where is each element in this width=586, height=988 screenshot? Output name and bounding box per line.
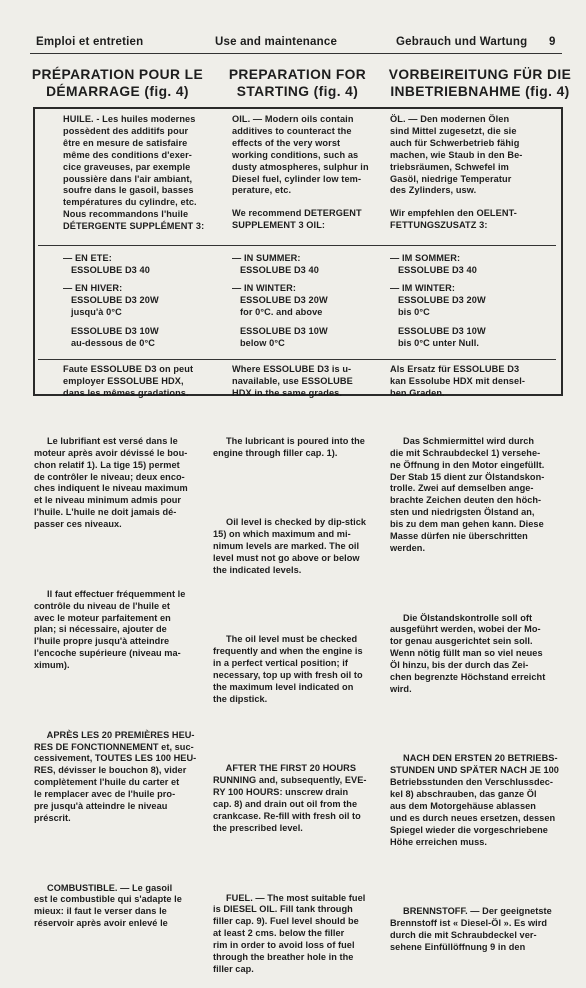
box-de-intro: ÖL. — Den modernen Ölen sind Mittel zugesetzt, die sie auch für Schwerbetrieb fähig machen, wie Staub in den Be- triebsräumen, Schwefel im Gasöl, niedrige Temperatur des Zylinders, usw. <box>390 114 523 196</box>
body-de-paragraph-2: Die Ölstandskontrolle soll oft ausgeführt werden, wobei der Mo- tor genau ausgerichtet sein soll. Wenn nötig füllt man so viel neues Öl hinzu, bis der durch das Zei- chen begrenzte Höchstand erreicht wird. <box>390 612 546 694</box>
page-number: 9 <box>549 36 556 48</box>
body-en-column <box>213 412 367 988</box>
box-de-winter: — IM WINTER: ESSOLUBE D3 20W bis 0°C <box>390 283 486 317</box>
body-fr-column <box>34 412 196 942</box>
box-en-summer: — IN SUMMER: ESSOLUBE D3 40 <box>232 253 319 275</box>
box-fr-intro: HUILE. - Les huiles modernes possèdent des additifs pour être en mesure de satisfaire même des conditions d'exer- cice graveuses, par exemple poussière dans l'air ambiant, soufre dans le gasoil, basses températures du cylindre, etc. Nous recommandons l'huile DÉTERGENTE SUPPLÉMENT 3: <box>63 114 205 232</box>
header-rule <box>30 53 562 54</box>
box-de-recommend: Wir empfehlen den OELENT- FETTUNGSZUSATZ 3: <box>390 208 517 230</box>
box-divider-top <box>38 245 556 246</box>
title-fr: PRÉPARATION POUR LE DÉMARRAGE (fig. 4) <box>31 67 204 99</box>
box-fr-cold: ESSOLUBE D3 10W au-dessous de 0°C <box>70 326 159 348</box>
title-en: PREPARATION FOR STARTING (fig. 4) <box>228 67 367 99</box>
box-en-cold: ESSOLUBE D3 10W below 0°C <box>239 326 328 348</box>
header-center: Use and maintenance <box>215 36 338 48</box>
body-fr-paragraph-4: COMBUSTIBLE. — Le gasoil est le combustible qui s'adapte le mieux: il faut le verser dans le réservoir après avoir enlevé le <box>34 882 182 929</box>
box-de-note: Als Ersatz für ESSOLUBE D3 kan Essolube HDX mit densel- ben Graden. <box>390 364 526 398</box>
body-en-paragraph-3: The oil level must be checked frequently and when the engine is in a perfect vertical position; if necessary, top up with fresh oil to the maximum level indicated on the dipstick. <box>213 634 363 704</box>
box-fr-note: Faute ESSOLUBE D3 on peut employer ESSOLUBE HDX, dans les mêmes gradations. <box>63 364 194 398</box>
title-de: VORBEIREITUNG FÜR DIE INBETRIEBNAHME (fig. 4) <box>388 67 572 99</box>
body-en-paragraph-1: The lubricant is poured into the engine through filler cap. 1). <box>213 435 365 458</box>
body-de-paragraph-3: NACH DEN ERSTEN 20 BETRIEBS- STUNDEN UND SPÄTER NACH JE 100 Betriebsstunden den Verschlussdec- kel 8) abschrauben, das ganze Öl aus dem Motorgehäuse ablassen und es durch neues ersetzen, dessen Spiegel wieder die vorgeschriebene Höhe erreichen muss. <box>390 753 559 847</box>
body-de-column <box>390 412 559 966</box>
box-de-summer: — IM SOMMER: ESSOLUBE D3 40 <box>390 253 477 275</box>
box-fr-winter: — EN HIVER: ESSOLUBE D3 20W jusqu'à 0°C <box>63 283 159 317</box>
body-en-paragraph-2: Oil level is checked by dip-stick 15) on which maximum and mi- nimum levels are marked. The oil level must not go above or below the indicated levels. <box>213 517 367 575</box>
box-divider-bottom <box>38 359 556 360</box>
box-en-intro: OIL. — Modern oils contain additives to counteract the effects of the very worst working conditions, such as dusty atmospheres, sulphur in Diesel fuel, cylinder low tem- perature, etc. <box>232 114 369 196</box>
body-de-paragraph-1: Das Schmiermittel wird durch die mit Schraubdeckel 1) versehe- ne Öffnung in den Motor eingefüllt. Der Stab 15 dient zur Ölstandskon- trolle. Zwei auf demselben ange- brachte Zeichen deuten den höch- sten und niedrigsten Ölstand an, bis zu dem man gehen kann. Diese Masse dürfen nie überschritten werden. <box>390 435 545 553</box>
body-en-paragraph-5: FUEL. — The most suitable fuel is DIESEL OIL. Fill tank through filler cap. 9). Fuel level should be at least 2 cms. below the filler rim in order to avoid loss of fuel through the breather hole in the filler cap. <box>213 892 366 974</box>
header-left: Emploi et entretien <box>36 36 144 48</box>
body-de-paragraph-4: BRENNSTOFF. — Der geeignetste Brennstoff ist « Diesel-Öl ». Es wird durch die mit Schraubdeckel ver- sehene Einfüllöffnung 9 in den <box>390 906 552 953</box>
header-right: Gebrauch und Wartung <box>396 36 528 48</box>
body-fr-paragraph-3: APRÈS LES 20 PREMIÈRES HEU- RES DE FONCTIONNEMENT et, suc- cessivement, TOUTES LES 100 HEU- RES, dévisser le bouchon 8), vider complètement l'huile du carter et le remplacer avec de l'huile pro- pre jusqu'à atteindre le niveau préscrit. <box>34 729 197 823</box>
box-en-note: Where ESSOLUBE D3 is u- navailable, use ESSOLUBE HDX in the same grades. <box>232 364 353 398</box>
body-en-paragraph-4: AFTER THE FIRST 20 HOURS RUNNING and, subsequently, EVE- RY 100 HOURS: unscrew drain cap. 8) and drain out oil from the crankcase. Re-fill with fresh oil to the prescribed level. <box>213 763 367 833</box>
box-en-recommend: We recommend DETERGENT SUPPLEMENT 3 OIL: <box>232 208 362 230</box>
body-fr-paragraph-1: Le lubrifiant est versé dans le moteur après avoir dévissé le bou- chon relatif 1). La tige 15) permet de contrôler le niveau; deux enco- ches indiquent le niveau maximum et le niveau minimum admis pour l'huile. L'huile ne doit jamais dé- passer ces niveaux. <box>34 435 188 530</box>
body-fr-paragraph-2: Il faut effectuer fréquemment le contrôle du niveau de l'huile et avec le moteur parfaitement en plan; si nécessaire, ajouter de l'huile propre jusqu'à atteindre l'encoche supérieure (niveau ma- ximum). <box>34 588 186 671</box>
box-en-winter: — IN WINTER: ESSOLUBE D3 20W for 0°C. and above <box>232 283 328 317</box>
box-de-cold: ESSOLUBE D3 10W bis 0°C unter Null. <box>397 326 486 348</box>
box-fr-summer: — EN ETE: ESSOLUBE D3 40 <box>63 253 150 275</box>
